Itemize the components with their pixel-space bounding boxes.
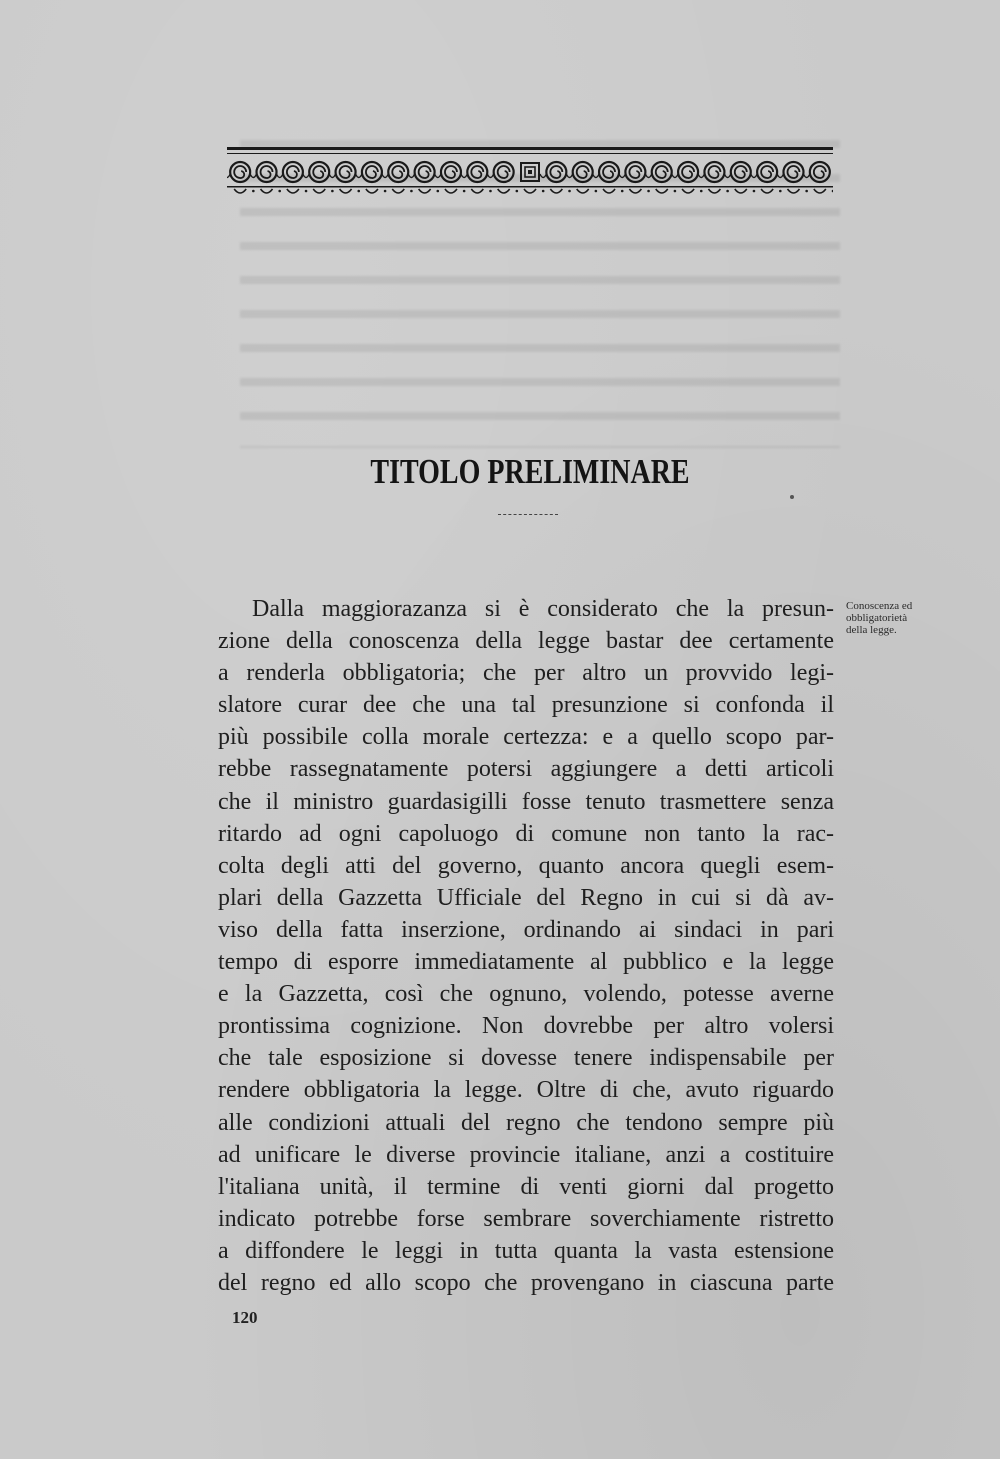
text-line: colta degli atti del governo, quanto ancora quegli esem- (218, 852, 834, 879)
body-paragraph (218, 593, 834, 1299)
text-line: indicato potrebbe forse sembrare soverchiamente ristretto (218, 1205, 834, 1232)
marginal-note (846, 600, 954, 636)
text-line: tempo di esporre immediatamente al pubblico e la legge (218, 949, 834, 976)
text-line: ritardo ad ogni capoluogo di comune non tanto la rac- (218, 820, 834, 847)
text-line: alle condizioni attuali del regno che tendono sempre più (218, 1109, 834, 1136)
text-line: slatore curar dee che una tal presunzione si confonda il (218, 692, 834, 719)
title-dashed-rule (498, 514, 558, 515)
ornamental-header-band (227, 145, 833, 201)
text-line: che tale esposizione si dovesse tenere indispensabile per (218, 1045, 834, 1072)
text-line: e la Gazzetta, così che ognuno, volendo, potesse averne (218, 981, 834, 1008)
text-line: prontissima cognizione. Non dovrebbe per altro volersi (218, 1013, 834, 1040)
marginal-note-line: Conoscenza ed (846, 600, 913, 612)
text-line: rebbe rassegnatamente potersi aggiungere a detti articoli (218, 756, 834, 783)
text-line: Dalla maggiorazanza si è considerato che la presun- (252, 596, 834, 622)
text-line: plari della Gazzetta Ufficiale del Regno in cui si dà av- (218, 884, 834, 911)
text-line: l'italiana unità, il termine di venti giorni dal progetto (218, 1173, 834, 1200)
text-line: rendere obbligatoria la legge. Oltre di che, avuto riguardo (218, 1077, 834, 1104)
page-number: 120 (232, 1308, 258, 1327)
text-line: zione della conoscenza della legge bastar dee certamente (218, 628, 834, 655)
marginal-note-line: della legge. (846, 624, 897, 636)
text-line: che il ministro guardasigilli fosse tenuto trasmettere senza (218, 788, 834, 815)
text-line: a diffondere le leggi in tutta quanta la vasta estensione (218, 1237, 834, 1264)
text-line: del regno ed allo scopo che provengano in ciascuna parte (218, 1269, 834, 1296)
text-line: ad unificare le diverse provincie italiane, anzi a costituire (218, 1141, 834, 1168)
text-line: più possibile colla morale certezza: e a quello scopo par- (218, 724, 834, 751)
section-title: TITOLO PRELIMINARE (370, 452, 690, 491)
marginal-note-line: obbligatorietà (846, 612, 908, 624)
greek-key-scroll-border-icon (227, 145, 833, 201)
speck (790, 495, 794, 499)
text-line: viso della fatta inserzione, ordinando ai sindaci in pari (218, 916, 834, 943)
text-line: a renderla obbligatoria; che per altro un provvido legi- (218, 660, 834, 687)
